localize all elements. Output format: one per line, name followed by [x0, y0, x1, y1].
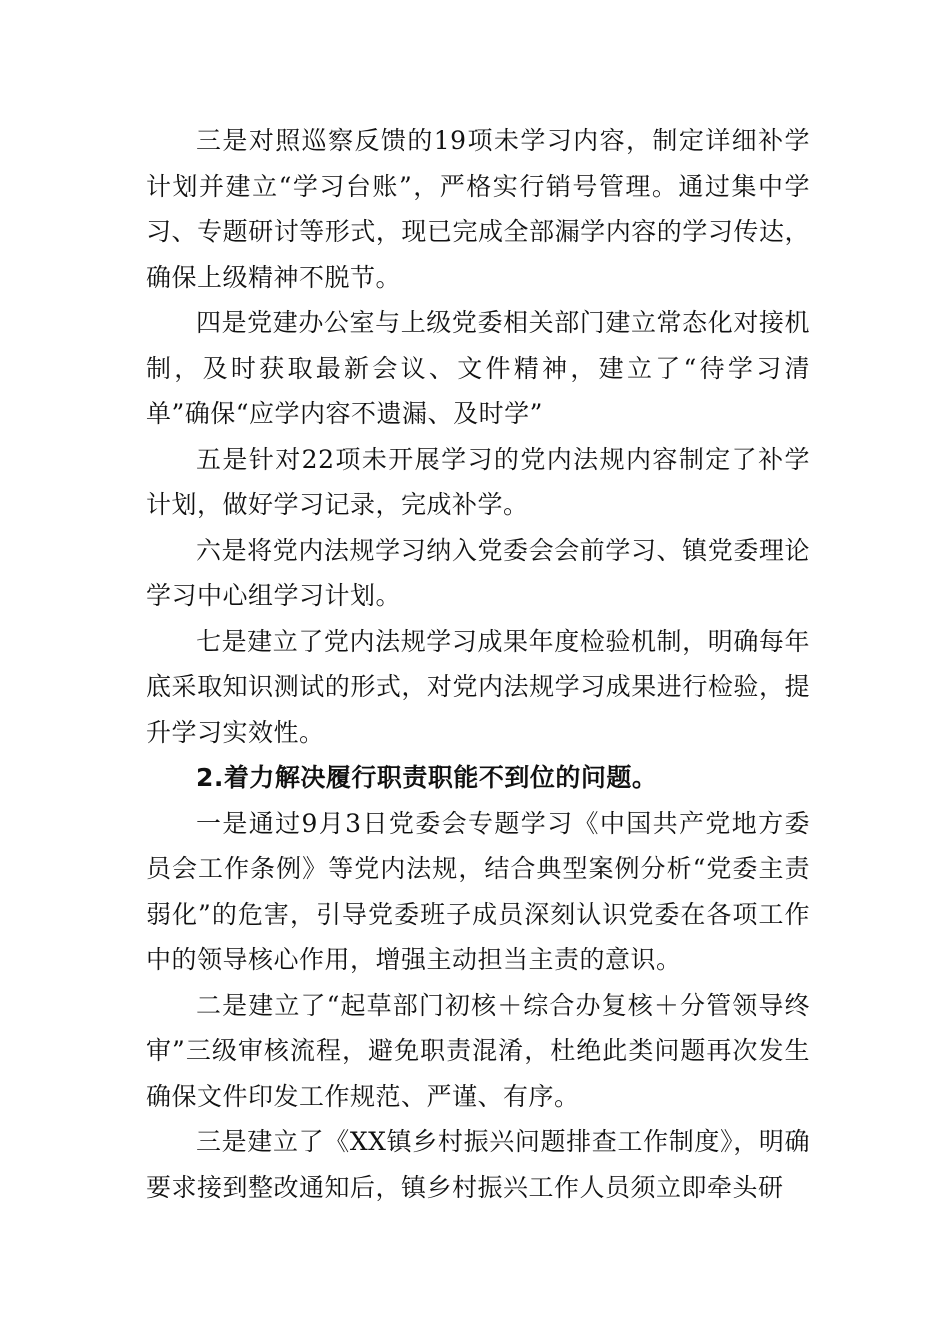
paragraph-item-4: 四是党建办公室与上级党委相关部门建立常态化对接机制，及时获取最新会议、文件精神，建立了“待学习清单”确保“应学内容不遗漏、及时学”	[146, 308, 810, 428]
paragraph-item-7: 七是建立了党内法规学习成果年度检验机制，明确每年底采取知识测试的形式，对党内法规学习成果进行检验，提升学习实效性。	[146, 626, 810, 747]
paragraph-item-1: 一是通过9月3日党委会专题学习《中国共产党地方委员会工作条例》等党内法规，结合典型案例分析“党委主责弱化”的危害，引导党委班子成员深刻认识党委在各项工作中的领导核心作用，增强主动担当主责的意识。	[146, 808, 810, 974]
paragraph-item-5: 五是针对22项未开展学习的党内法规内容制定了补学计划，做好学习记录，完成补学。	[146, 444, 810, 519]
section-heading: 2.着力解决履行职责职能不到位的问题。	[196, 763, 658, 792]
paragraph-item-6: 六是将党内法规学习纳入党委会会前学习、镇党委理论学习中心组学习计划。	[146, 535, 810, 610]
paragraph-item-2: 二是建立了“起草部门初核＋综合办复核＋分管领导终审”三级审核流程，避免职责混淆，杜绝此类问题再次发生确保文件印发工作规范、严谨、有序。	[146, 990, 810, 1111]
document-body	[146, 118, 810, 1210]
paragraph-item-3: 三是对照巡察反馈的19项未学习内容，制定详细补学计划并建立“学习台账”，严格实行销号管理。通过集中学习、专题研讨等形式，现已完成全部漏学内容的学习传达，确保上级精神不脱节。	[146, 126, 810, 292]
paragraph-item-3b: 三是建立了《XX镇乡村振兴问题排查工作制度》，明确要求接到整改通知后，镇乡村振兴工作人员须立即牵头研	[146, 1127, 810, 1202]
